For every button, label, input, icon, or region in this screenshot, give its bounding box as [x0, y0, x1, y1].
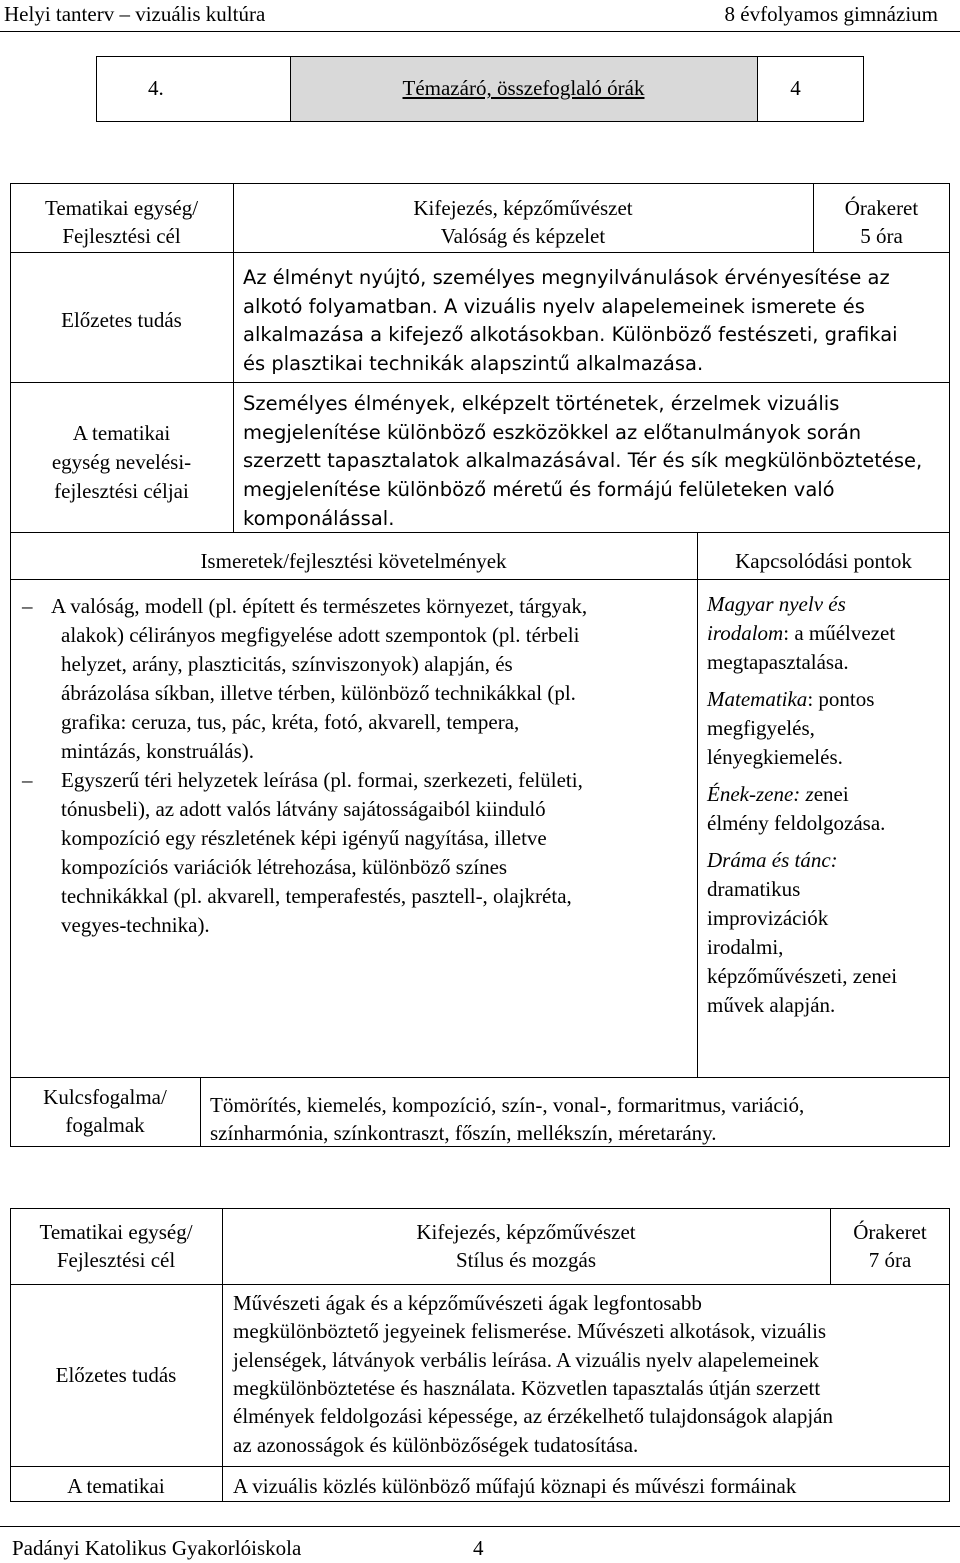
- unit2-goals-label: A tematikai: [67, 1474, 165, 1498]
- unit1-goals-text: Személyes élmények, elképzelt történetek, érzelmek vizuális megjelenítése különböző eszközökkel az előtanulmányok során szerzett tapasztalatok alkalmazásával. Tér és sík megkülönböztetése, megjelenítése különböző méretű és formájú felületeken való komponálással.: [243, 392, 923, 530]
- header-right: 8 évfolyamos gimnázium: [724, 2, 938, 26]
- topic-title: Témazáró, összefoglaló órák: [402, 76, 645, 100]
- topic-hours: 4: [790, 76, 801, 100]
- header-rule: [0, 31, 960, 32]
- unit2-title: Kifejezés, képzőművészet Stílus és mozgás: [416, 1220, 636, 1273]
- topic-number: 4.: [148, 76, 164, 100]
- unit1-label: Tematikai egység/ Fejlesztési cél: [44, 196, 199, 249]
- unit2-prior-text: Művészeti ágak és a képzőművészeti ágak legfontosabb megkülönböztető jegyeinek felismerése. Művészeti alkotások, vizuális jelenségek, látványok verbális leírása. A vizuális nyelv alapelemeinek megkülönböztetése és használata. Közvetlen tapasztalás útján szerzett élmények feldolgozási képessége, az érzékelhető tulajdonságok alapján az azonosságok és különbözőségek tudatosítása.: [233, 1291, 833, 1457]
- footer-rule: [0, 1526, 960, 1527]
- unit2-label: Tematikai egység/ Fejlesztési cél: [39, 1220, 193, 1273]
- unit1-key-text: Tömörítés, kiemelés, kompozíció, szín-, vonal-, formaritmus, variáció, színharmónia, színkontraszt, főszín, mellékszín, méretarány.: [210, 1093, 805, 1146]
- unit2-goals-text: A vizuális közlés különböző műfajú köznapi és művészi formáinak: [233, 1474, 797, 1498]
- unit1-hours: Órakeret 5 óra: [844, 196, 919, 249]
- requirement-item: – A valóság, modell (pl. épített és természetes környezet, tárgyak, alakok) célirányos megfigyelése adott szempontok (pl. térbeli helyzet, arány, plaszticitás, színviszonyok) alapján, és ábrázolása síkban, illetve térben, különböző technikákkal (pl. grafika: ceruza, tus, pác, kréta, fotó, akvarell, tempera, mintázás, konstruálás).: [22, 594, 588, 763]
- unit1-links-header: Kapcsolódási pontok: [735, 549, 912, 573]
- unit1-prior-text: Az élményt nyújtó, személyes megnyilvánulások érvényesítése az alkotó folyamatban. A vizuális nyelv alapelemeinek ismerete és alkalmazása a kifejező alkotásokban. Különböző festészeti, grafikai és plasztikai technikák alapszintű alkalmazása.: [243, 266, 898, 375]
- unit1-requirements: [0, 592, 697, 940]
- unit2-prior-label: Előzetes tudás: [55, 1363, 177, 1387]
- link-magyar: Magyar nyelv és irodalom: a műélvezet megtapasztalása.: [707, 592, 896, 674]
- footer-school: Padányi Katolikus Gyakorlóiskola: [12, 1536, 302, 1560]
- header-left: Helyi tanterv – vizuális kultúra: [4, 2, 266, 26]
- unit2-hours: Órakeret 7 óra: [853, 1220, 927, 1273]
- link-matematika: Matematika: pontos megfigyelés, lényegkiemelés.: [707, 686, 875, 769]
- unit1-req-header: Ismeretek/fejlesztési követelmények: [200, 549, 507, 573]
- requirement-item: – Egyszerű téri helyzetek leírása (pl. formai, szerkezeti, felületi, tónusbeli), az adott valós látvány sajátosságaiból kiinduló kompozíció egy részletének képi igényű nagyítása, illetve kompozíciós variációk létrehozása, különböző színes technikákkal (pl. akvarell, temperafestés, pasztell-, olajkréta, vegyes-technika).: [22, 767, 583, 937]
- unit1-goals-label: A tematikai egység nevelési- fejlesztési céljai: [51, 421, 192, 503]
- unit1-prior-label: Előzetes tudás: [61, 308, 182, 332]
- page-number: 4: [473, 1536, 484, 1560]
- unit1-key-label: Kulcsfogalma/ fogalmak: [43, 1085, 167, 1138]
- link-enek-zene: Ének-zene: zenei élmény feldolgozása.: [707, 781, 886, 835]
- unit1-title: Kifejezés, képzőművészet Valóság és képzelet: [413, 196, 633, 249]
- link-drama: Dráma és tánc: dramatikus improvizációk irodalmi, képzőművészeti, zenei művek alapján.: [707, 847, 898, 1017]
- unit1-links: [707, 590, 947, 1020]
